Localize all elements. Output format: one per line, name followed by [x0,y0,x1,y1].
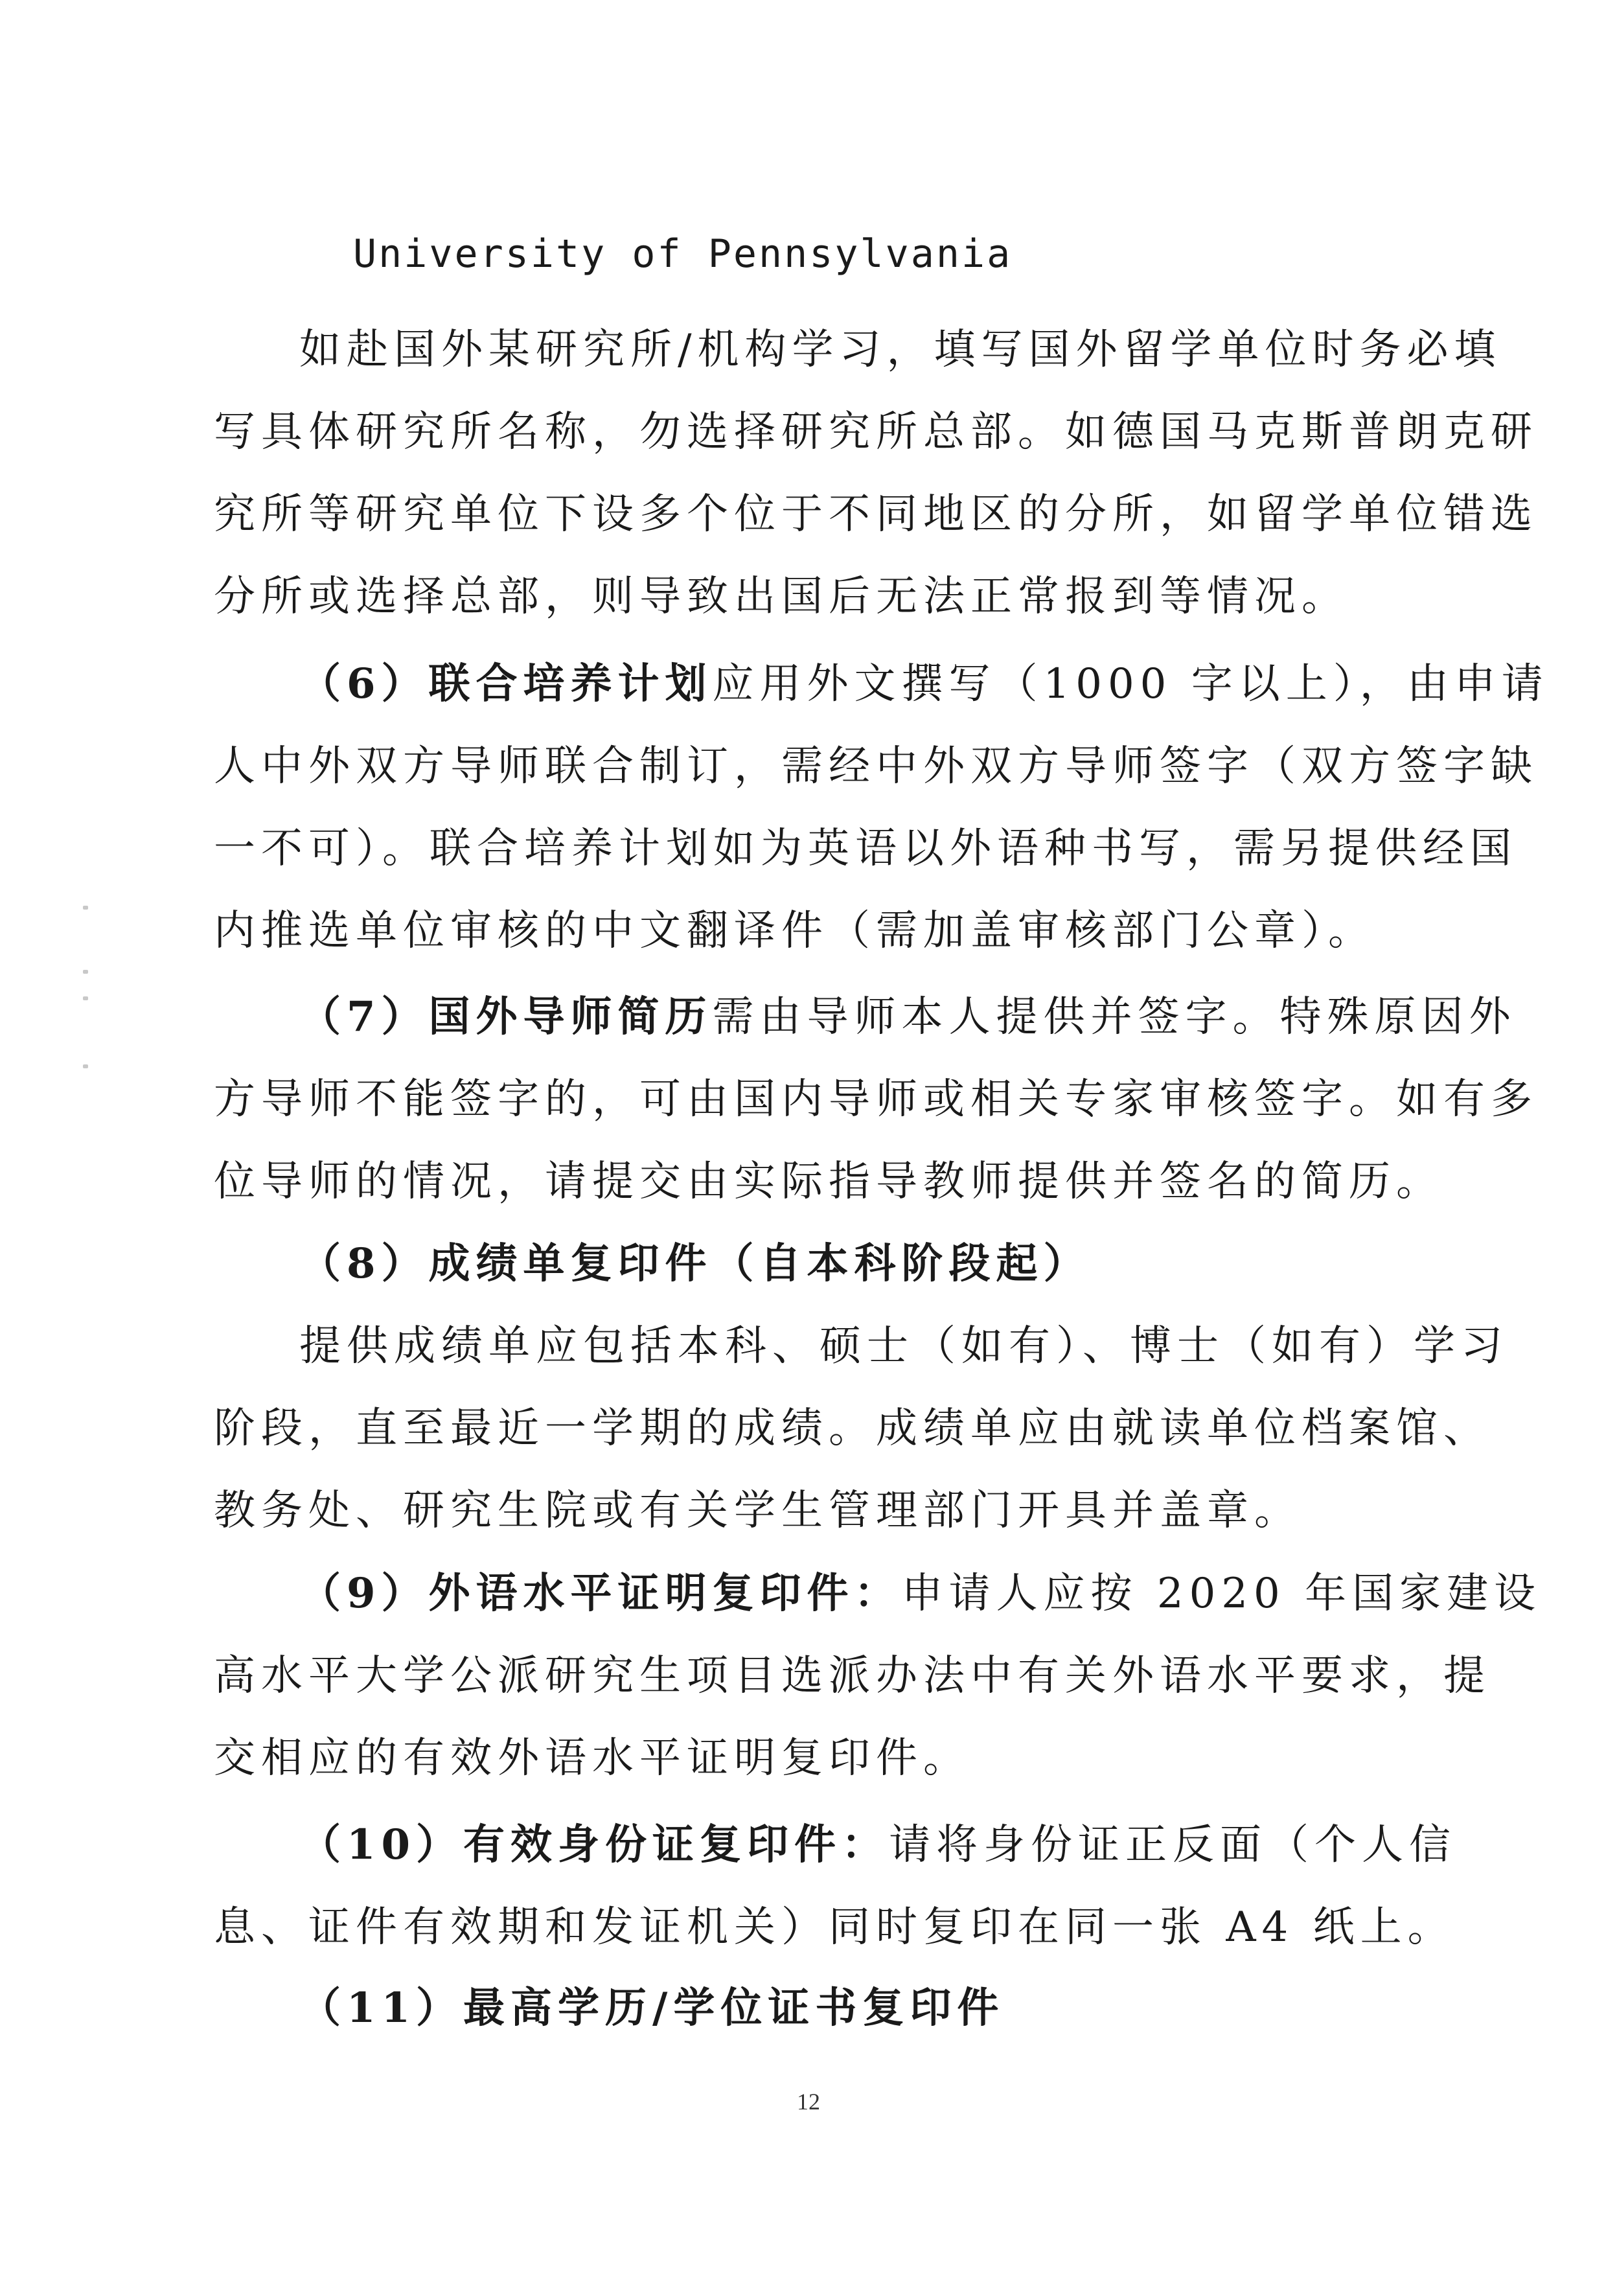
section-9-line [299,1568,1541,1620]
section-11-line [299,1982,1004,2034]
text-line-2: 如赴国外某研究所/机构学习，填写国外留学单位时务必填 [299,326,1502,374]
text-line-14: 提供成绩单应包括本科、硕士（如有）、博士（如有）学习 [299,1322,1508,1370]
section-9-heading: （9）外语水平证明复印件： [299,1569,902,1618]
text-line-1: University of Pennsylvania [353,231,1013,277]
section-7-line [299,991,1517,1043]
section-6-line [299,658,1549,710]
text-line-5: 分所或选择总部，则导致出国后无法正常报到等情况。 [214,573,1349,621]
scan-mark [83,970,88,974]
text-line-19: 交相应的有效外语水平证明复印件。 [214,1734,970,1782]
text-line-7: 人中外双方导师联合制订，需经中外双方导师签字（双方签字缺 [214,742,1538,790]
scan-mark [83,996,88,1000]
section-8-line [299,1238,1091,1290]
section-10-text: 请将身份证正反面（个人信 [889,1821,1457,1869]
text-line-16: 教务处、研究生院或有关学生管理部门开具并盖章。 [214,1487,1302,1535]
section-7-heading: （7）国外导师简历 [299,993,713,1041]
section-10-heading: （10）有效身份证复印件： [299,1820,889,1869]
text-line-15: 阶段，直至最近一学期的成绩。成绩单应由就读单位档案馆、 [214,1405,1491,1452]
text-line-3: 写具体研究所名称，勿选择研究所总部。如德国马克斯普朗克研 [214,408,1538,456]
section-8-heading: （8）成绩单复印件（自本科阶段起） [299,1239,1091,1288]
section-10-line [299,1819,1456,1871]
scan-mark [83,1064,88,1068]
scan-mark [83,906,88,910]
page-number: 12 [797,2089,820,2115]
section-9-text: 申请人应按 2020 年国家建设 [901,1570,1542,1618]
text-line-8: 一不可）。联合培养计划如为英语以外语种书写，需另提供经国 [214,825,1517,873]
text-line-21: 息、证件有效期和发证机关）同时复印在同一张 A4 纸上。 [214,1903,1455,1951]
section-11-heading: （11）最高学历/学位证书复印件 [299,1984,1005,2032]
section-6-text: 应用外文撰写（1000 字以上），由申请 [712,660,1549,708]
text-line-9: 内推选单位审核的中文翻译件（需加盖审核部门公章）。 [214,907,1375,955]
section-7-text: 需由导师本人提供并签字。特殊原因外 [712,993,1517,1041]
text-line-18: 高水平大学公派研究生项目选派办法中有关外语水平要求，提 [214,1652,1491,1700]
section-6-heading: （6）联合培养计划 [299,660,713,708]
text-line-4: 究所等研究单位下设多个位于不同地区的分所，如留学单位错选 [214,490,1538,538]
text-line-11: 方导师不能签字的，可由国内导师或相关专家审核签字。如有多 [214,1075,1538,1123]
text-line-12: 位导师的情况，请提交由实际指导教师提供并签名的简历。 [214,1158,1443,1206]
